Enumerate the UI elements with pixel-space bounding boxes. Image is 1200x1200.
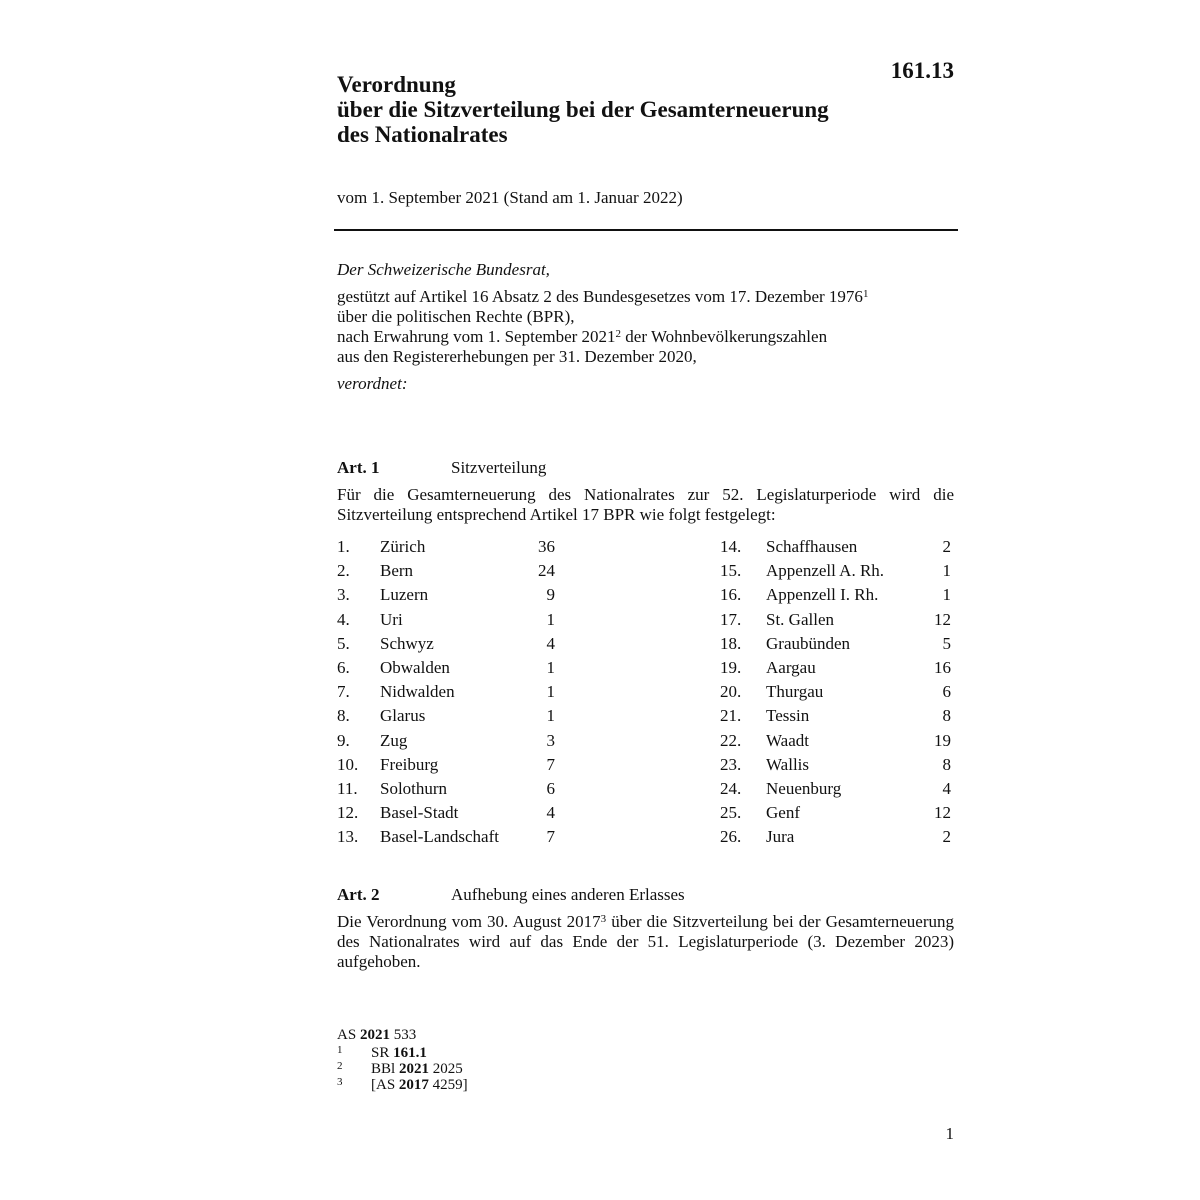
preamble-consideration: nach Erwahrung vom 1. September 2021$^2$ der Wohnbevölkerungszahlen [337, 327, 828, 346]
footnote-ref[interactable]: 3 [600, 913, 607, 925]
title-line: des Nationalrates [337, 122, 508, 147]
canton-name: Neuenburg [766, 778, 842, 798]
canton-seats: 5 [942, 633, 951, 653]
canton-name: Zug [380, 730, 408, 750]
preamble-authority: Der Schweizerische Bundesrat, [337, 260, 550, 279]
canton-name: Basel-Landschaft [380, 827, 499, 847]
canton-seats: 6 [546, 778, 555, 798]
canton-seats: 1 [942, 561, 951, 581]
canton-name: St. Gallen [766, 609, 834, 629]
footnote-number: 2 [337, 1060, 343, 1072]
seat-row [337, 682, 957, 706]
footnote-number: 1 [337, 1044, 343, 1056]
canton-name: Appenzell I. Rh. [766, 585, 879, 605]
title-line: Verordnung [337, 72, 456, 97]
canton-number: 21. [720, 706, 742, 726]
seat-row [337, 803, 957, 827]
footnote-text: [AS 2017 4259] [371, 1077, 468, 1093]
seat-row [337, 827, 957, 851]
canton-number: 22. [720, 730, 742, 750]
canton-seats: 3 [546, 730, 555, 750]
date-line: vom 1. September 2021 (Stand am 1. Januar 2022) [337, 188, 683, 207]
canton-seats: 8 [942, 754, 951, 774]
canton-number: 1. [337, 537, 350, 556]
preamble-basis: gestützt auf Artikel 16 Absatz 2 des Bundesgesetzes vom 17. Dezember 1976$^1$ [337, 287, 869, 306]
preamble-enacts: verordnet: [337, 374, 408, 393]
canton-number: 7. [337, 682, 350, 702]
article-number: Art. 2 [337, 885, 380, 904]
canton-number: 9. [337, 730, 350, 750]
canton-name: Uri [380, 609, 403, 629]
footnote-number: 3 [337, 1076, 343, 1088]
canton-name: Solothurn [380, 778, 448, 798]
canton-seats: 4 [942, 778, 951, 798]
seat-row [337, 658, 957, 682]
preamble-consideration-cont: aus den Registererhebungen per 31. Dezember 2020, [337, 347, 697, 366]
seat-row [337, 779, 957, 803]
canton-name: Schwyz [380, 633, 434, 653]
ordinance-title [337, 72, 877, 147]
seat-distribution-table [337, 537, 957, 851]
canton-name: Jura [766, 827, 795, 847]
canton-seats: 1 [546, 706, 555, 726]
canton-number: 8. [337, 706, 350, 726]
official-compilation-source: AS 2021 533 [337, 1027, 417, 1043]
preamble-basis-cont: über die politischen Rechte (BPR), [337, 307, 575, 326]
canton-seats: 1 [546, 682, 555, 702]
seat-row [337, 755, 957, 779]
canton-number: 23. [720, 754, 742, 774]
article-number: Art. 1 [337, 458, 380, 477]
canton-seats: 9 [546, 585, 555, 605]
footnote-ref[interactable]: 2 [615, 328, 622, 340]
article-2-text: Die Verordnung vom 30. August 2017$^3$ über die Sitzverteilung bei der Gesamterneuerung des Nationalrates wird auf das Ende der 51. Legislaturperiode (3. Dezember 2023) aufgehoben. [337, 912, 954, 971]
canton-number: 10. [337, 754, 359, 774]
canton-seats: 24 [538, 561, 555, 581]
canton-name: Graubünden [766, 633, 851, 653]
canton-number: 15. [720, 561, 742, 581]
canton-number: 18. [720, 633, 742, 653]
canton-seats: 6 [942, 682, 951, 702]
sr-number: 161.13 [890, 58, 954, 83]
canton-name: Appenzell A. Rh. [766, 561, 885, 581]
seat-row [337, 610, 957, 634]
canton-name: Basel-Stadt [380, 803, 459, 823]
canton-name: Tessin [766, 706, 810, 726]
canton-seats: 2 [942, 537, 951, 556]
canton-seats: 4 [546, 803, 555, 823]
seat-row [337, 634, 957, 658]
canton-seats: 2 [942, 827, 951, 847]
canton-name: Wallis [766, 754, 810, 774]
canton-seats: 19 [934, 730, 951, 750]
canton-number: 20. [720, 682, 742, 702]
seat-row [337, 731, 957, 755]
canton-number: 12. [337, 803, 359, 823]
canton-name: Luzern [380, 585, 429, 605]
canton-name: Schaffhausen [766, 537, 858, 556]
canton-name: Aargau [766, 657, 816, 677]
canton-seats: 16 [934, 657, 951, 677]
canton-name: Genf [766, 803, 800, 823]
article-1-heading [337, 458, 957, 480]
canton-number: 4. [337, 609, 350, 629]
canton-number: 16. [720, 585, 742, 605]
canton-seats: 7 [546, 827, 555, 847]
seat-row [337, 537, 957, 561]
canton-number: 11. [337, 778, 358, 798]
canton-number: 3. [337, 585, 350, 605]
canton-name: Bern [380, 561, 414, 581]
canton-number: 17. [720, 609, 742, 629]
canton-name: Zürich [380, 537, 426, 556]
canton-seats: 12 [934, 609, 951, 629]
canton-seats: 4 [546, 633, 555, 653]
canton-seats: 36 [538, 537, 555, 556]
seat-row [337, 585, 957, 609]
canton-number: 5. [337, 633, 350, 653]
canton-seats: 12 [934, 803, 951, 823]
preamble [337, 260, 957, 394]
canton-name: Obwalden [380, 657, 450, 677]
canton-name: Freiburg [380, 754, 439, 774]
article-1-text: Für die Gesamterneuerung des Nationalrates zur 52. Legislaturperiode wird die Sitzverteilung entsprechend Artikel 17 BPR wie folgt festgelegt: [337, 485, 954, 524]
footnote-text: BBl 2021 2025 [371, 1061, 463, 1077]
canton-number: 13. [337, 827, 359, 847]
canton-seats: 8 [942, 706, 951, 726]
footnote-ref[interactable]: 1 [862, 288, 869, 300]
footnote-text: SR 161.1 [371, 1045, 427, 1061]
seat-row [337, 706, 957, 730]
canton-name: Nidwalden [380, 682, 455, 702]
canton-seats: 1 [546, 657, 555, 677]
canton-number: 25. [720, 803, 742, 823]
canton-number: 19. [720, 657, 742, 677]
canton-seats: 7 [546, 754, 555, 774]
canton-number: 24. [720, 778, 742, 798]
canton-name: Waadt [766, 730, 809, 750]
canton-number: 26. [720, 827, 742, 847]
page-number: 1 [945, 1124, 954, 1143]
article-title: Aufhebung eines anderen Erlasses [451, 885, 685, 904]
seat-row [337, 561, 957, 585]
canton-number: 2. [337, 561, 350, 581]
header-divider [334, 229, 958, 231]
canton-number: 14. [720, 537, 742, 556]
article-title: Sitzverteilung [451, 458, 547, 477]
canton-number: 6. [337, 657, 350, 677]
canton-seats: 1 [942, 585, 951, 605]
article-2-heading [337, 885, 957, 907]
canton-name: Thurgau [766, 682, 824, 702]
canton-name: Glarus [380, 706, 426, 726]
title-line: über die Sitzverteilung bei der Gesamterneuerung [337, 97, 829, 122]
canton-seats: 1 [546, 609, 555, 629]
